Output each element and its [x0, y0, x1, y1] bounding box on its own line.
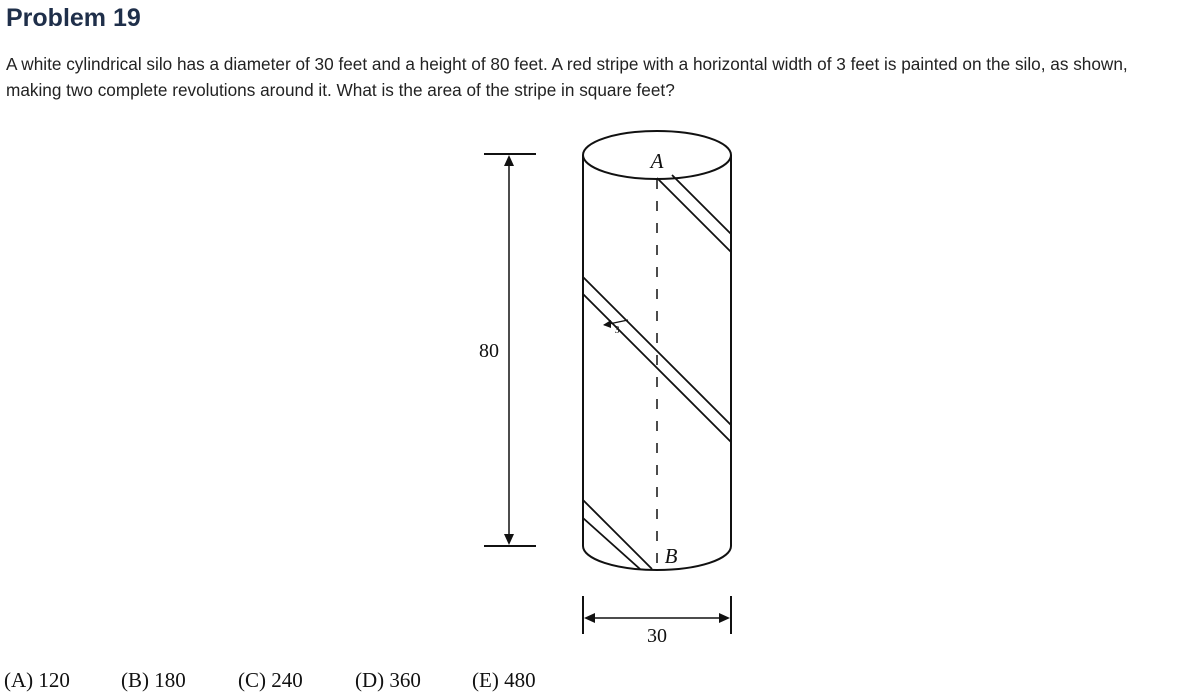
point-a-label: A [650, 149, 664, 173]
diameter-dimension [583, 596, 731, 647]
choice-e[interactable]: (E) 480 [472, 668, 536, 692]
choice-b[interactable]: (B) 180 [121, 668, 186, 692]
diameter-label: 30 [647, 625, 667, 647]
choice-d[interactable]: (D) 360 [355, 668, 421, 692]
arrow-right-icon [719, 613, 730, 623]
stripe-width-marker [603, 320, 628, 336]
arrow-up-icon [504, 155, 514, 166]
silo-cylinder [583, 131, 731, 570]
arrow-down-icon [504, 534, 514, 545]
problem-statement: A white cylindrical silo has a diameter of 30 feet and a height of 80 feet. A red stripe with a horizontal width of 3 feet is painted on the silo, as shown, making two complete revolutions around it. What is the area of the stripe in square feet? [6, 54, 1128, 100]
choice-c[interactable]: (C) 240 [238, 668, 303, 692]
choice-a[interactable]: (A) 120 [4, 668, 70, 692]
height-dimension [474, 154, 536, 546]
height-label: 80 [479, 340, 499, 362]
stripe-width-label: 3 [614, 325, 620, 336]
point-b-label: B [664, 544, 678, 568]
problem-title: Problem 19 [6, 4, 141, 32]
arrow-left-icon [603, 320, 611, 328]
arrow-left-icon [584, 613, 595, 623]
